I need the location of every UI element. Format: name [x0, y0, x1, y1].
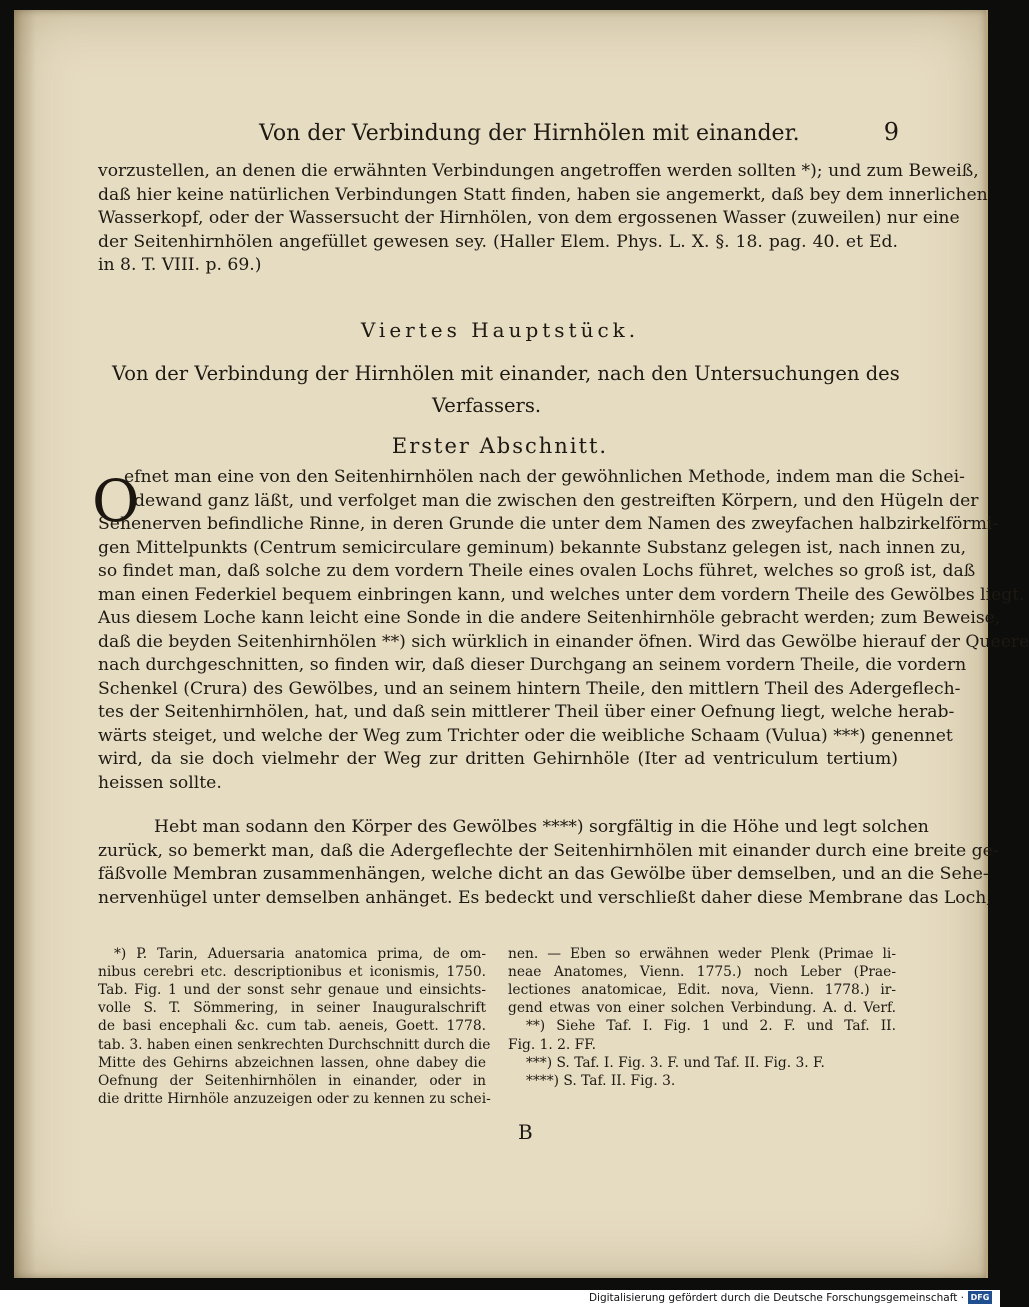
body-line: tes der Seitenhirnhölen, hat, und daß sein mittlerer Theil über einer Oefnung liegt, welche herab- [98, 702, 955, 722]
page-number: 9 [883, 118, 899, 146]
section-heading: Erster Abschnitt. [391, 434, 609, 458]
chapter-heading: Viertes Hauptstück. [360, 318, 640, 342]
footnote-line: Oefnung der Seitenhirnhölen in einander, oder in [98, 1072, 486, 1089]
footnote-line: volle S. T. Sömmering, in seiner Inauguralschrift [98, 1000, 486, 1017]
footnote-line: lectiones anatomicae, Edit. nova, Vienn. 1778.) ir- [508, 982, 896, 999]
signature-mark: B [518, 1120, 533, 1144]
chapter-subtitle-line-2: Verfassers. [432, 394, 542, 417]
footnote-line: nen. — Eben so erwähnen weder Plenk (Primae li- [508, 946, 896, 962]
footnote-line: die dritte Hirnhöle anzuzeigen oder zu kennen zu schei- [98, 1090, 491, 1107]
body-line: gen Mittelpunkts (Centrum semicirculare geminum) bekannte Substanz gelegen ist, nach innen zu, [98, 537, 967, 558]
running-head [259, 118, 899, 146]
footnote-line: gend etwas von einer solchen Verbindung. A. d. Verf. [508, 1000, 896, 1017]
intro-line: der Seitenhirnhölen angefüllet gewesen sey. (Haller Elem. Phys. L. X. §. 18. pag. 40. et Ed. [98, 231, 898, 252]
page-fold-shadow [14, 10, 36, 1278]
footnote-line: Tab. Fig. 1 und der sonst sehr genaue und einsichts- [98, 982, 486, 999]
body-line: man einen Federkiel bequem einbringen kann, und welches unter dem vordern Theile des Gewölbes liegt. [98, 584, 1025, 605]
body-line: nach durchgeschnitten, so finden wir, daß dieser Durchgang an seinem vordern Theile, die vordern [98, 655, 967, 675]
running-title: Von der Verbindung der Hirnhölen mit einander. [259, 121, 800, 146]
body-line: Hebt man sodann den Körper des Gewölbes ****) sorgfältig in die Höhe und legt solchen [154, 817, 929, 837]
body-line: so findet man, daß solche zu dem vordern Theile eines ovalen Lochs führet, welches so groß ist, daß [98, 561, 976, 581]
footnote-line: Fig. 1. 2. FF. [508, 1036, 597, 1053]
body-line: Sehenerven befindliche Rinne, in deren Grunde die unter dem Namen des zweyfachen halbzirkelförmi- [98, 514, 999, 534]
intro-line: vorzustellen, an denen die erwähnten Verbindungen angetroffen werden sollten *); und zum Beweiß, [98, 161, 979, 181]
footnote-line: ****) S. Taf. II. Fig. 3. [526, 1072, 676, 1089]
dfg-logo: DFG [968, 1291, 992, 1304]
footnote-separator [98, 942, 898, 943]
footnote-line: *) P. Tarin, Aduersaria anatomica prima, de om- [114, 946, 486, 962]
footnote-line: de basi encephali &c. cum tab. aeneis, Goett. 1778. [98, 1018, 486, 1035]
intro-line: daß hier keine natürlichen Verbindungen Statt finden, haben sie angemerkt, daß bey dem innerlichen [98, 184, 988, 205]
body-line: fäßvolle Membran zusammenhängen, welche dicht an das Gewölbe über demselben, und an die Sehe- [98, 864, 989, 884]
body-line: wärts steiget, und welche der Weg zum Trichter oder die weibliche Schaam (Vulua) ***) genennet [98, 725, 953, 746]
footnote-line: tab. 3. haben einen senkrechten Durchschnitt durch die [98, 1036, 491, 1053]
body-line: Schenkel (Crura) des Gewölbes, und an seinem hintern Theile, den mittlern Theil des Adergeflech- [98, 678, 961, 699]
footnote-line: ***) S. Taf. I. Fig. 3. F. und Taf. II. Fig. 3. F. [526, 1054, 825, 1071]
chapter-subtitle-line-1: Von der Verbindung der Hirnhölen mit einander, nach den Untersuchungen des [112, 362, 900, 385]
body-line: daß die beyden Seitenhirnhölen **) sich würklich in einander öfnen. Wird das Gewölbe hierauf der Queere [98, 631, 1029, 652]
footnote-line: neae Anatomes, Vienn. 1775.) noch Leber (Prae- [508, 964, 896, 981]
intro-line: Wasserkopf, oder der Wassersucht der Hirnhölen, von dem ergossenen Wasser (zuweilen) nur eine [98, 208, 960, 228]
body-line: wird, da sie doch vielmehr der Weg zur dritten Gehirnhöle (Iter ad ventriculum tertium) [98, 749, 898, 769]
body-line: dewand ganz läßt, und verfolget man die zwischen den gestreiften Körpern, und den Hügeln der [134, 490, 979, 511]
book-page [14, 10, 1029, 1278]
digitization-credit: Digitalisierung gefördert durch die Deutsche Forschungsgemeinschaft · [588, 1292, 964, 1304]
drop-cap-initial: O [92, 467, 140, 535]
body-line: zurück, so bemerkt man, daß die Adergeflechte der Seitenhirnhölen mit einander durch eine breite ge- [98, 840, 999, 861]
body-line: heissen sollte. [98, 772, 222, 793]
intro-line: in 8. T. VIII. p. 69.) [98, 255, 262, 275]
footnote-line: **) Siehe Taf. I. Fig. 1 und 2. F. und Taf. II. [526, 1018, 896, 1035]
body-line: nervenhügel unter demselben anhänget. Es bedeckt und verschließt daher diese Membrane das Loch, [98, 887, 992, 908]
body-line: efnet man eine von den Seitenhirnhölen nach der gewöhnlichen Methode, indem man die Schei- [124, 467, 965, 487]
footnote-line: nibus cerebri etc. descriptionibus et iconismis, 1750. [98, 964, 486, 981]
body-line: Aus diesem Loche kann leicht eine Sonde in die andere Seitenhirnhöle gebracht werden; zum Beweise, [98, 608, 1001, 628]
footnote-line: Mitte des Gehirns abzeichnen lassen, ohne dabey die [98, 1054, 486, 1071]
